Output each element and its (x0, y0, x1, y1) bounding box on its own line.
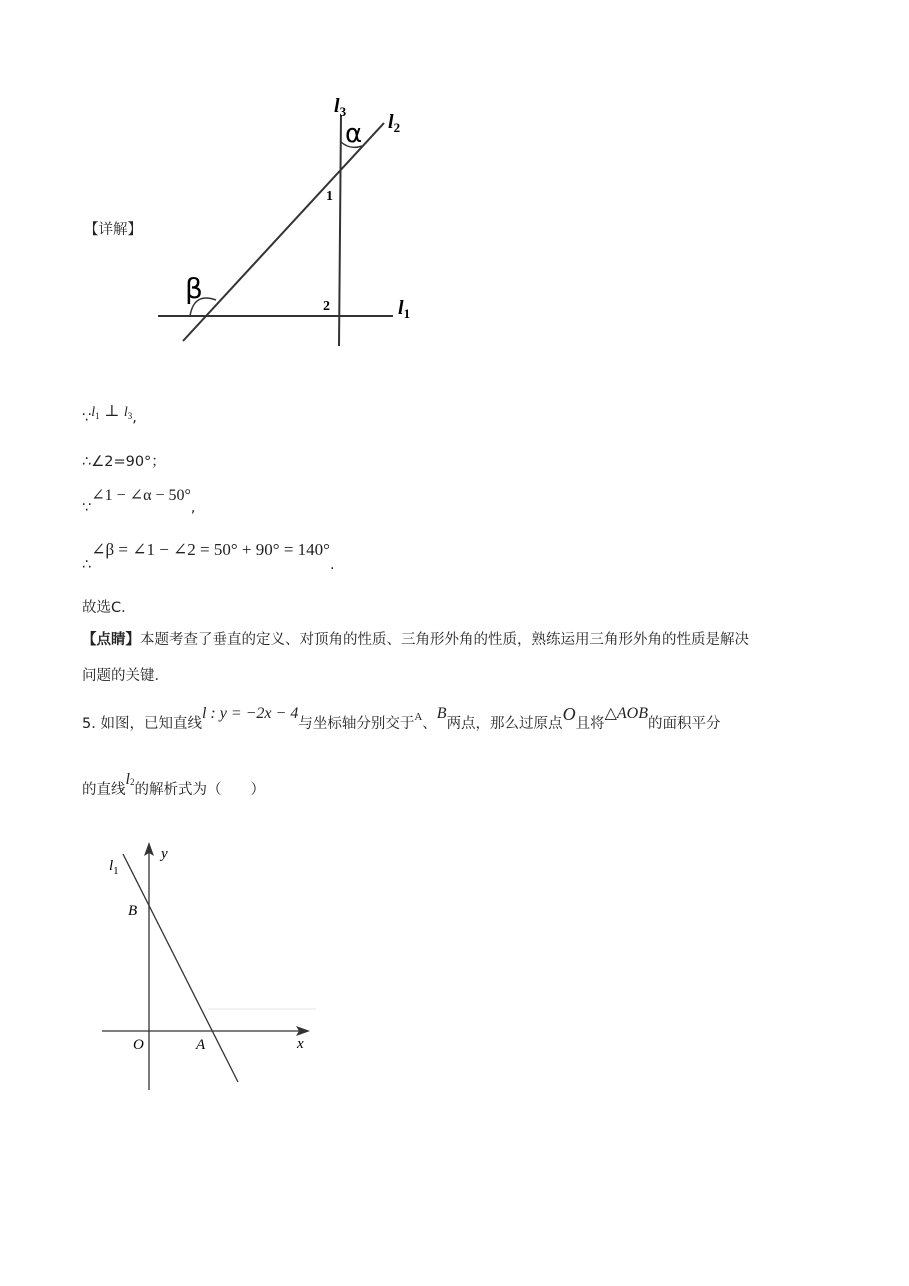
y-label: y (161, 846, 168, 862)
l3-label: $l_3$ (334, 95, 347, 119)
point-a-label: A (196, 1037, 206, 1053)
answer-line: 故选C． (82, 600, 136, 616)
l1-label: $l_1$ (398, 297, 411, 321)
detail-label: 【详解】 (84, 222, 142, 238)
question-5-line-1: 5. 如图，已知直线l : y = −2x − 4与坐标轴分别交于$^A$、B两点，那么过原点O且将△AOB的面积平分 (82, 704, 721, 732)
step-3: ∵∠1 − ∠α − 50°, (82, 487, 196, 516)
line-l2 (183, 123, 384, 341)
coordinate-figure (98, 838, 320, 1096)
point-b-label: B (128, 903, 138, 919)
question-5-line-2: 的直线$l^2$的解析式为（ ） (82, 771, 265, 798)
line-l3 (339, 115, 341, 346)
step-2: ∴∠2=90°； (82, 454, 166, 470)
beta-label: β (185, 272, 203, 305)
l1-label: $l_1$ (109, 858, 119, 877)
alpha-label: α (345, 119, 363, 149)
because-symbol: ∵ (82, 410, 92, 426)
comment-line-2: 问题的关键． (82, 668, 169, 684)
therefore-symbol: ∴ (82, 557, 92, 573)
step-1: $\because l_1$ ⊥ $l_3$, (82, 403, 137, 426)
angle-1-label: 1 (326, 189, 333, 204)
step-4: ∴∠β = ∠1 − ∠2 = 50° + 90° = 140°. (82, 540, 335, 573)
because-symbol: ∵ (82, 500, 92, 516)
angle-figure (150, 90, 430, 355)
l2-label: $l_2$ (388, 111, 401, 135)
comment-label: 【点睛】 (82, 632, 140, 648)
x-label: x (297, 1036, 304, 1052)
comment-line-1: 【点睛】本题考查了垂直的定义、对顶角的性质、三角形外角的性质，熟练运用三角形外角的性质是解决 (82, 632, 749, 648)
angle-2-label: 2 (323, 299, 330, 314)
origin-label: O (133, 1037, 144, 1053)
